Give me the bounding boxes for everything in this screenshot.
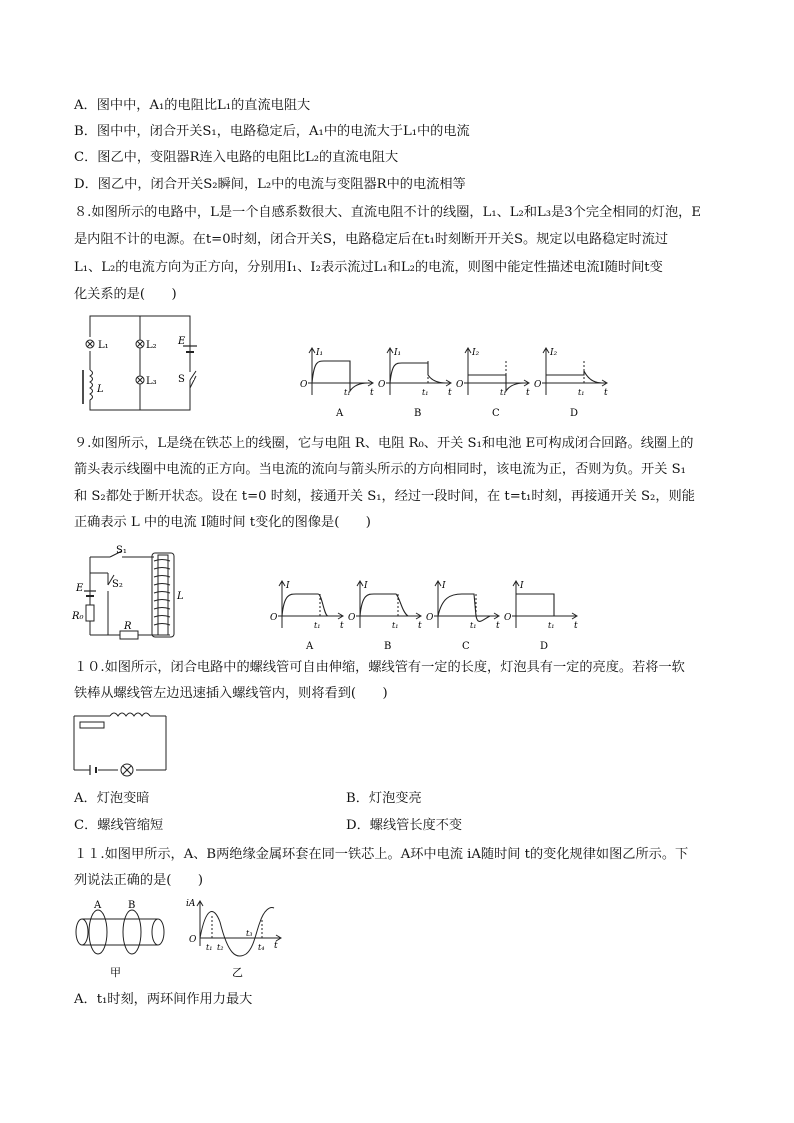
q11-tick-t1: t₁ — [206, 943, 213, 952]
q9-tlabel-0: t — [340, 621, 344, 631]
q8-label-coil: L — [97, 384, 104, 395]
q9-curve-b — [360, 594, 408, 616]
q11-figure-yi — [184, 896, 284, 982]
q7-option-b: B．图中中，闭合开关S₁，电路稳定后，A₁中的电流大于L₁中的电流 — [74, 124, 470, 139]
q9-curve-d — [516, 594, 554, 616]
q8-label-l2: L₂ — [146, 340, 157, 351]
q11-graph-tlabel: t — [274, 941, 278, 951]
q9-stem-line-1: ９.如图所示，L是绕在铁芯上的线圈，它与电阻 R、电阻 R₀、开关 S₁和电池 E可构成闭合回路。线圈上的 — [74, 436, 694, 451]
q8-origin-1: O — [378, 380, 386, 390]
q9-letter-0: A — [306, 641, 314, 650]
q8-label-emf: E — [178, 336, 186, 347]
q11-tick-t2: t₂ — [217, 943, 224, 952]
q8-graph-c — [456, 348, 530, 419]
q8-curve-b — [390, 363, 446, 383]
q9-origin-0: O — [270, 613, 278, 623]
q9-stem-line-3: 和 S₂都处于断开状态。设在 t=0 时刻，接通开关 S₁，经过一段时间，在 t=t₁时刻，再接通开关 S₂，则能 — [74, 489, 695, 504]
q11-caption-yi: 乙 — [232, 966, 243, 979]
q9-label-emf: E — [76, 583, 84, 594]
q9-ylabel-0: I — [286, 581, 290, 591]
q9-stem-line-4: 正确表示 L 中的电流 I随时间 t变化的图像是( ) — [74, 515, 371, 530]
q8-ylabel-0: I₁ — [316, 348, 324, 358]
q8-t1-2: t₁ — [500, 388, 507, 397]
q8-graph-b — [378, 348, 452, 419]
q9-t1-3: t₁ — [548, 621, 555, 630]
q10-solenoid-circuit — [70, 708, 174, 778]
q8-ylabel-1: I₁ — [394, 348, 402, 358]
q8-graph-a — [300, 348, 374, 419]
q9-ylabel-3: I — [520, 581, 524, 591]
q8-stem-line-3: L₁、L₂的电流方向为正方向，分别用I₁、I₂表示流过L₁和L₂的电流，则图中能定性描述电流I随时间t变 — [74, 260, 663, 275]
q8-t1-3: t₁ — [578, 388, 585, 397]
q9-answer-graphs — [268, 578, 588, 650]
q9-graph-a — [270, 581, 344, 650]
q9-graph-b — [348, 581, 422, 650]
q9-letter-1: B — [384, 641, 392, 650]
q8-label-l1: L₁ — [98, 340, 109, 351]
q9-origin-3: O — [504, 613, 512, 623]
q8-curve-a — [312, 361, 368, 391]
q8-ylabel-3: I₂ — [550, 348, 558, 358]
q8-tlabel-3: t — [604, 388, 608, 398]
q9-origin-1: O — [348, 613, 356, 623]
q8-circuit-diagram — [74, 310, 224, 415]
q11-ring-b-label: B — [128, 900, 136, 911]
q8-tlabel-0: t — [370, 388, 374, 398]
q9-graph-c — [426, 581, 500, 650]
q8-origin-3: O — [534, 380, 542, 390]
q9-label-r: R — [124, 621, 132, 632]
q7-option-c: C．图乙中，变阻器R连入电路的电阻比L₂的直流电阻大 — [74, 150, 399, 165]
q8-label-switch: S — [178, 374, 185, 385]
q9-tlabel-1: t — [418, 621, 422, 631]
q11-figure-jia — [68, 896, 176, 982]
q7-option-d: D．图乙中，闭合开关S₂瞬间，L₂中的电流与变阻器R中的电流相等 — [74, 177, 466, 192]
q8-origin-0: O — [300, 380, 308, 390]
q8-letter-3: D — [570, 408, 579, 419]
q8-t1-1: t₁ — [422, 388, 429, 397]
q9-label-s2: S₂ — [112, 579, 123, 590]
q11-tick-t4: t₄ — [258, 943, 265, 952]
q8-tlabel-1: t — [448, 388, 452, 398]
q11-graph-ylabel: iA — [186, 899, 196, 909]
q11-caption-jia: 甲 — [110, 966, 121, 979]
q9-t1-1: t₁ — [392, 621, 399, 630]
q9-label-s1: S₁ — [116, 545, 127, 556]
q8-letter-1: B — [414, 408, 422, 419]
q9-curve-c — [438, 594, 490, 621]
q11-graph-origin: O — [189, 935, 197, 945]
q9-tlabel-2: t — [496, 621, 500, 631]
q9-label-coil: L — [177, 591, 184, 602]
q9-t1-0: t₁ — [314, 621, 321, 630]
q8-tlabel-2: t — [526, 388, 530, 398]
q8-ylabel-2: I₂ — [472, 348, 480, 358]
q10-option-b: B．灯泡变亮 — [346, 791, 422, 806]
q9-stem-line-2: 箭头表示线圈中电流的正方向。当电流的流向与箭头所示的方向相同时，该电流为正，否则为负。开关 S₁ — [74, 462, 686, 477]
q8-stem-line-1: ８.如图所示的电路中，L是一个自感系数很大、直流电阻不计的线圈，L₁、L₂和L₃是3个完全相同的灯泡，E — [74, 205, 701, 220]
q8-graph-d — [534, 348, 608, 419]
q11-stem-line-1: １１.如图甲所示，A、B两绝缘金属环套在同一铁芯上。A环中电流 iA随时间 t的变化规律如图乙所示。下 — [74, 847, 689, 862]
q9-t1-2: t₁ — [470, 621, 477, 630]
q10-option-c: C．螺线管缩短 — [74, 818, 164, 833]
q9-tlabel-3: t — [574, 621, 578, 631]
q8-letter-2: C — [492, 408, 500, 419]
q9-letter-2: C — [462, 641, 470, 650]
q10-stem-line-1: １０.如图所示，闭合电路中的螺线管可自由伸缩，螺线管有一定的长度，灯泡具有一定的亮度。若将一软 — [74, 660, 685, 675]
q8-t1-0: t₁ — [344, 388, 351, 397]
q8-stem-line-4: 化关系的是( ) — [74, 287, 177, 302]
q11-tick-t3: t₃ — [246, 929, 253, 938]
q9-letter-3: D — [540, 641, 549, 650]
q8-answer-graphs — [298, 345, 618, 420]
q9-label-r0: R₀ — [72, 611, 84, 622]
q9-graph-d — [504, 581, 578, 650]
q10-stem-line-2: 铁棒从螺线管左边迅速插入螺线管内，则将看到( ) — [74, 686, 388, 701]
q8-stem-line-2: 是内阻不计的电源。在t=0时刻，闭合开关S，电路稳定后在t₁时刻断开开关S。规定以电路稳定时流过 — [74, 232, 669, 247]
q7-option-a: A．图中中，A₁的电阻比L₁的直流电阻大 — [74, 98, 311, 113]
q9-ylabel-2: I — [442, 581, 446, 591]
q8-origin-2: O — [456, 380, 464, 390]
q8-curve-d — [546, 371, 602, 383]
q11-option-a: A．t₁时刻，两环间作用力最大 — [74, 992, 253, 1007]
q9-origin-2: O — [426, 613, 434, 623]
q10-option-d: D．螺线管长度不变 — [346, 818, 463, 833]
q9-ylabel-1: I — [364, 581, 368, 591]
q11-ring-a-label: A — [94, 900, 102, 911]
q11-stem-line-2: 列说法正确的是( ) — [74, 873, 203, 888]
q10-option-a: A．灯泡变暗 — [74, 791, 150, 806]
q9-curve-a — [282, 594, 328, 616]
q8-label-l3: L₃ — [146, 376, 157, 387]
q9-circuit-diagram — [70, 543, 190, 643]
q8-letter-0: A — [336, 408, 344, 419]
